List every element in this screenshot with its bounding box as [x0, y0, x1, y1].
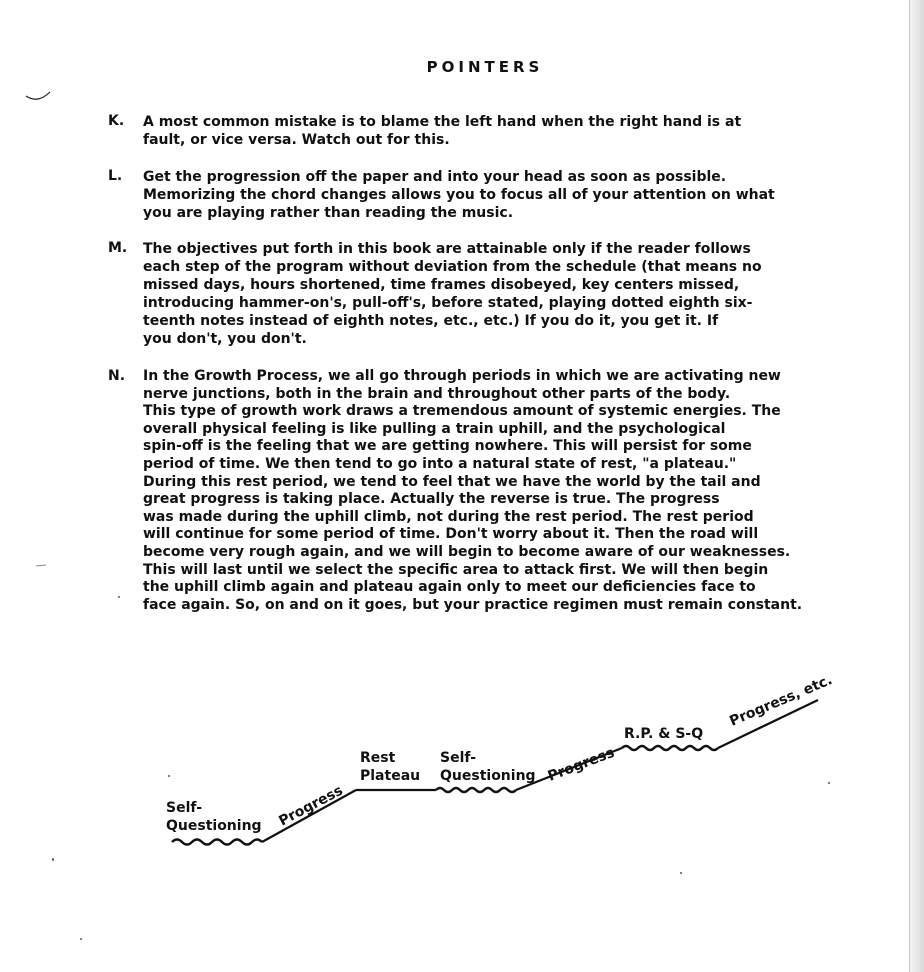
scan-speck [828, 782, 830, 784]
self-questioning-wave-2 [436, 788, 516, 792]
text-line: you don't, you don't. [143, 331, 307, 347]
item-letter: N. [108, 368, 126, 384]
text-line: During this rest period, we tend to feel that we have the world by the tail and [143, 473, 761, 490]
text-line: nerve junctions, both in the brain and throughout other parts of the body. [143, 385, 731, 402]
text-line: The objectives put forth in this book are attainable only if the reader follows [143, 241, 751, 257]
text-line: teenth notes instead of eighth notes, etc., etc.) If you do it, you get it. If [143, 313, 719, 329]
text-line: will continue for some period of time. Don't worry about it. Then the road will [143, 526, 759, 543]
page-edge [909, 0, 924, 972]
text-line: become very rough again, and we will begin to become aware of our weaknesses. [143, 543, 791, 560]
text-line: In the Growth Process, we all go through periods in which we are activating new [143, 368, 781, 384]
label-progress-1: Progress [276, 782, 346, 830]
text-line: Memorizing the chord changes allows you to focus all of your attention on what [143, 187, 775, 203]
text-line: This type of growth work draws a tremendous amount of systemic energies. The [143, 403, 781, 420]
text-line: spin-off is the feeling that we are getting nowhere. This will persist for some [143, 438, 752, 455]
scan-speck [168, 775, 170, 777]
text-line: missed days, hours shortened, time frames disobeyed, key centers missed, [143, 277, 740, 293]
label-questioning-line2: Questioning [166, 818, 262, 834]
scan-speck [680, 872, 682, 874]
text-line: period of time. We then tend to go into a natural state of rest, "a plateau." [143, 455, 737, 472]
text-line: was made during the uphill climb, not during the rest period. The rest period [143, 508, 754, 525]
item-letter: M. [108, 240, 128, 256]
text-line: you are playing rather than reading the music. [143, 205, 514, 221]
label-progress-2: Progress [545, 744, 617, 785]
label-self-2: Self- [440, 750, 477, 766]
label-rp-sq: R.P. & S-Q [624, 726, 704, 742]
text-line: overall physical feeling is like pulling a train uphill, and the psychological [143, 420, 726, 437]
label-questioning-2: Questioning [440, 768, 536, 784]
scan-speck [118, 596, 120, 598]
self-questioning-wave-1 [172, 840, 262, 845]
scan-mark [36, 565, 46, 566]
text-line: fault, or vice versa. Watch out for this. [143, 132, 450, 148]
text-line: each step of the program without deviation from the schedule (that means no [143, 259, 762, 275]
text-line: the uphill climb again and plateau again only to meet our deficiencies face to [143, 579, 756, 596]
text-line: A most common mistake is to blame the left hand when the right hand is at [143, 114, 742, 130]
text-line: introducing hammer-on's, pull-off's, before stated, playing dotted eighth six- [143, 295, 753, 311]
rp-sq-wave [622, 746, 718, 750]
text-line: This will last until we select the specific area to attack first. We will then begin [143, 561, 769, 578]
text-line: Get the progression off the paper and into your head as soon as possible. [143, 169, 727, 185]
label-self-line1: Self- [166, 800, 203, 816]
label-progress-etc: Progress, etc. [727, 672, 835, 730]
text-line: face again. So, on and on it goes, but your practice regimen must remain constant. [143, 596, 803, 613]
page-title: POINTERS [426, 58, 544, 76]
scan-speck [52, 858, 54, 861]
item-letter: K. [108, 113, 125, 129]
item-letter: L. [108, 168, 123, 184]
scan-mark [26, 92, 50, 99]
text-line: great progress is taking place. Actually the reverse is true. The progress [143, 491, 720, 508]
label-rest: Rest [360, 750, 396, 766]
label-plateau: Plateau [360, 768, 421, 784]
scan-speck [80, 938, 82, 940]
